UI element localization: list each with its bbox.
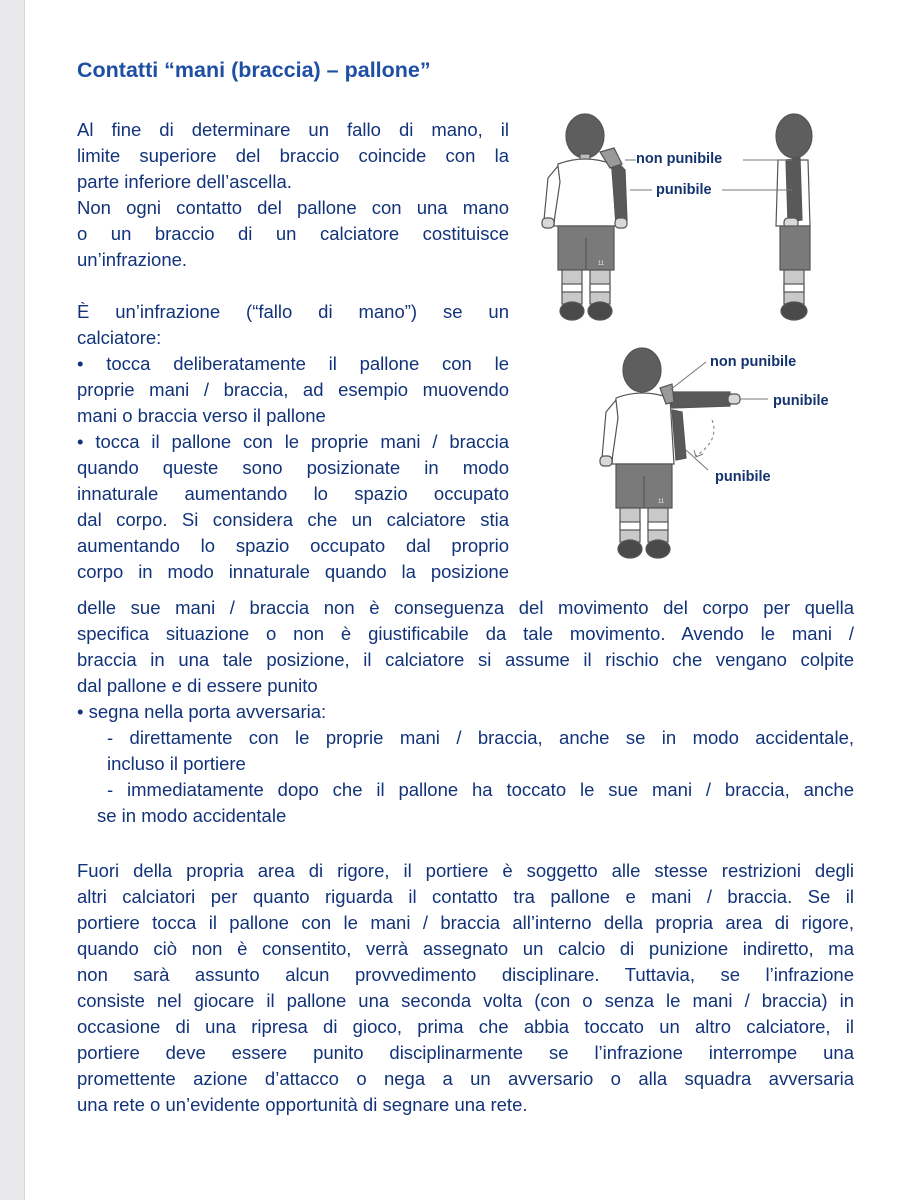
player-illustration-bottom: [590, 340, 850, 565]
goalkeeper-line: consiste nel giocare il pallone una seconda volta (con o senza le mani / braccia) in: [77, 990, 854, 1011]
intro-line: parte inferiore dell’ascella.: [77, 171, 292, 192]
player-illustration-top: [530, 108, 830, 330]
offence-bullet: • tocca deliberatamente il pallone con le: [77, 353, 509, 374]
intro-line: limite superiore del braccio coincide con la: [77, 145, 509, 166]
label-punibile-low: punibile: [715, 469, 771, 485]
back-view-player: [542, 114, 627, 320]
intro-line: Al fine di determinare un fallo di mano, il: [77, 119, 509, 140]
label-punibile: punibile: [656, 182, 712, 198]
side-view-player: [776, 114, 812, 320]
intro-line: Non ogni contatto del pallone con una mano: [77, 197, 509, 218]
offence-line: innaturale aumentando lo spazio occupato: [77, 483, 509, 504]
intro-line: o un braccio di un calciatore costituisce: [77, 223, 509, 244]
label-non-punibile: non punibile: [710, 354, 797, 370]
offence-line: dal corpo. Si considera che un calciatore stia: [77, 509, 509, 530]
offence-line: calciatore:: [77, 327, 162, 348]
goalkeeper-line: occasione di una ripresa di gioco, prima che abbia toccato un altro calciatore, il: [77, 1016, 854, 1037]
offence-line: quando queste sono posizionate in modo: [77, 457, 509, 478]
offence-line: mani o braccia verso il pallone: [77, 405, 326, 426]
figure-arm-limit: [530, 108, 830, 330]
offence-line: specifica situazione o non è giustificabile da tale movimento. Avendo le mani /: [77, 623, 854, 644]
goalkeeper-line: Fuori della propria area di rigore, il portiere è soggetto alle stesse restrizioni degli: [77, 860, 854, 881]
page-edge: [0, 0, 25, 1200]
goalkeeper-line: promettente azione d’attacco o nega a un avversario o alla squadra avversaria: [77, 1068, 854, 1089]
offence-bullet: • tocca il pallone con le proprie mani / braccia: [77, 431, 509, 452]
motion-arrow: [694, 420, 714, 457]
offence-line: proprie mani / braccia, ad esempio muovendo: [77, 379, 509, 400]
offence-subitem: - direttamente con le proprie mani / braccia, anche se in modo accidentale,: [107, 727, 854, 748]
offence-line: delle sue mani / braccia non è conseguenza del movimento del corpo per quella: [77, 597, 854, 618]
raised-arm-player: [600, 348, 740, 558]
text-column-wide: [77, 595, 854, 829]
page-title: Contatti “mani (braccia) – pallone”: [77, 58, 431, 82]
intro-line: un’infrazione.: [77, 249, 188, 270]
offence-line: braccia in una tale posizione, il calciatore si assume il rischio che vengano colpite: [77, 649, 854, 670]
shorts-number: 11: [658, 499, 665, 505]
goalkeeper-paragraph: [77, 858, 854, 1118]
goalkeeper-line: una rete o un’evidente opportunità di segnare una rete.: [77, 1094, 528, 1115]
goalkeeper-line: portiere tocca il pallone con le mani / braccia all’interno della propria area di rigore,: [77, 912, 854, 933]
text-column-left: [77, 117, 509, 585]
offence-line: aumentando lo spazio occupato dal proprio: [77, 535, 509, 556]
offence-subitem: se in modo accidentale: [97, 805, 287, 826]
offence-line: corpo in modo innaturale quando la posizione: [77, 561, 509, 582]
label-non-punibile: non punibile: [636, 151, 723, 167]
goalkeeper-line: quando ciò non è consentito, verrà assegnato un calcio di punizione indiretto, ma: [77, 938, 854, 959]
goalkeeper-line: non sarà assunto alcun provvedimento disciplinare. Tuttavia, se l’infrazione: [77, 964, 854, 985]
label-punibile-arm: punibile: [773, 393, 829, 409]
goalkeeper-line: portiere deve essere punito disciplinarmente se l’infrazione interrompe una: [77, 1042, 854, 1063]
shorts-number: 11: [598, 261, 605, 267]
offence-subitem: - immediatamente dopo che il pallone ha toccato le sue mani / braccia, anche: [107, 779, 854, 800]
offence-line: È un’infrazione (“fallo di mano”) se un: [77, 301, 509, 322]
goalkeeper-line: altri calciatori per quanto riguarda il contatto tra pallone e mani / braccia. Se il: [77, 886, 854, 907]
offence-subitem: incluso il portiere: [107, 753, 246, 774]
offence-bullet: • segna nella porta avversaria:: [77, 701, 327, 722]
offence-line: dal pallone e di essere punito: [77, 675, 318, 696]
figure-raised-arm: [590, 340, 850, 565]
